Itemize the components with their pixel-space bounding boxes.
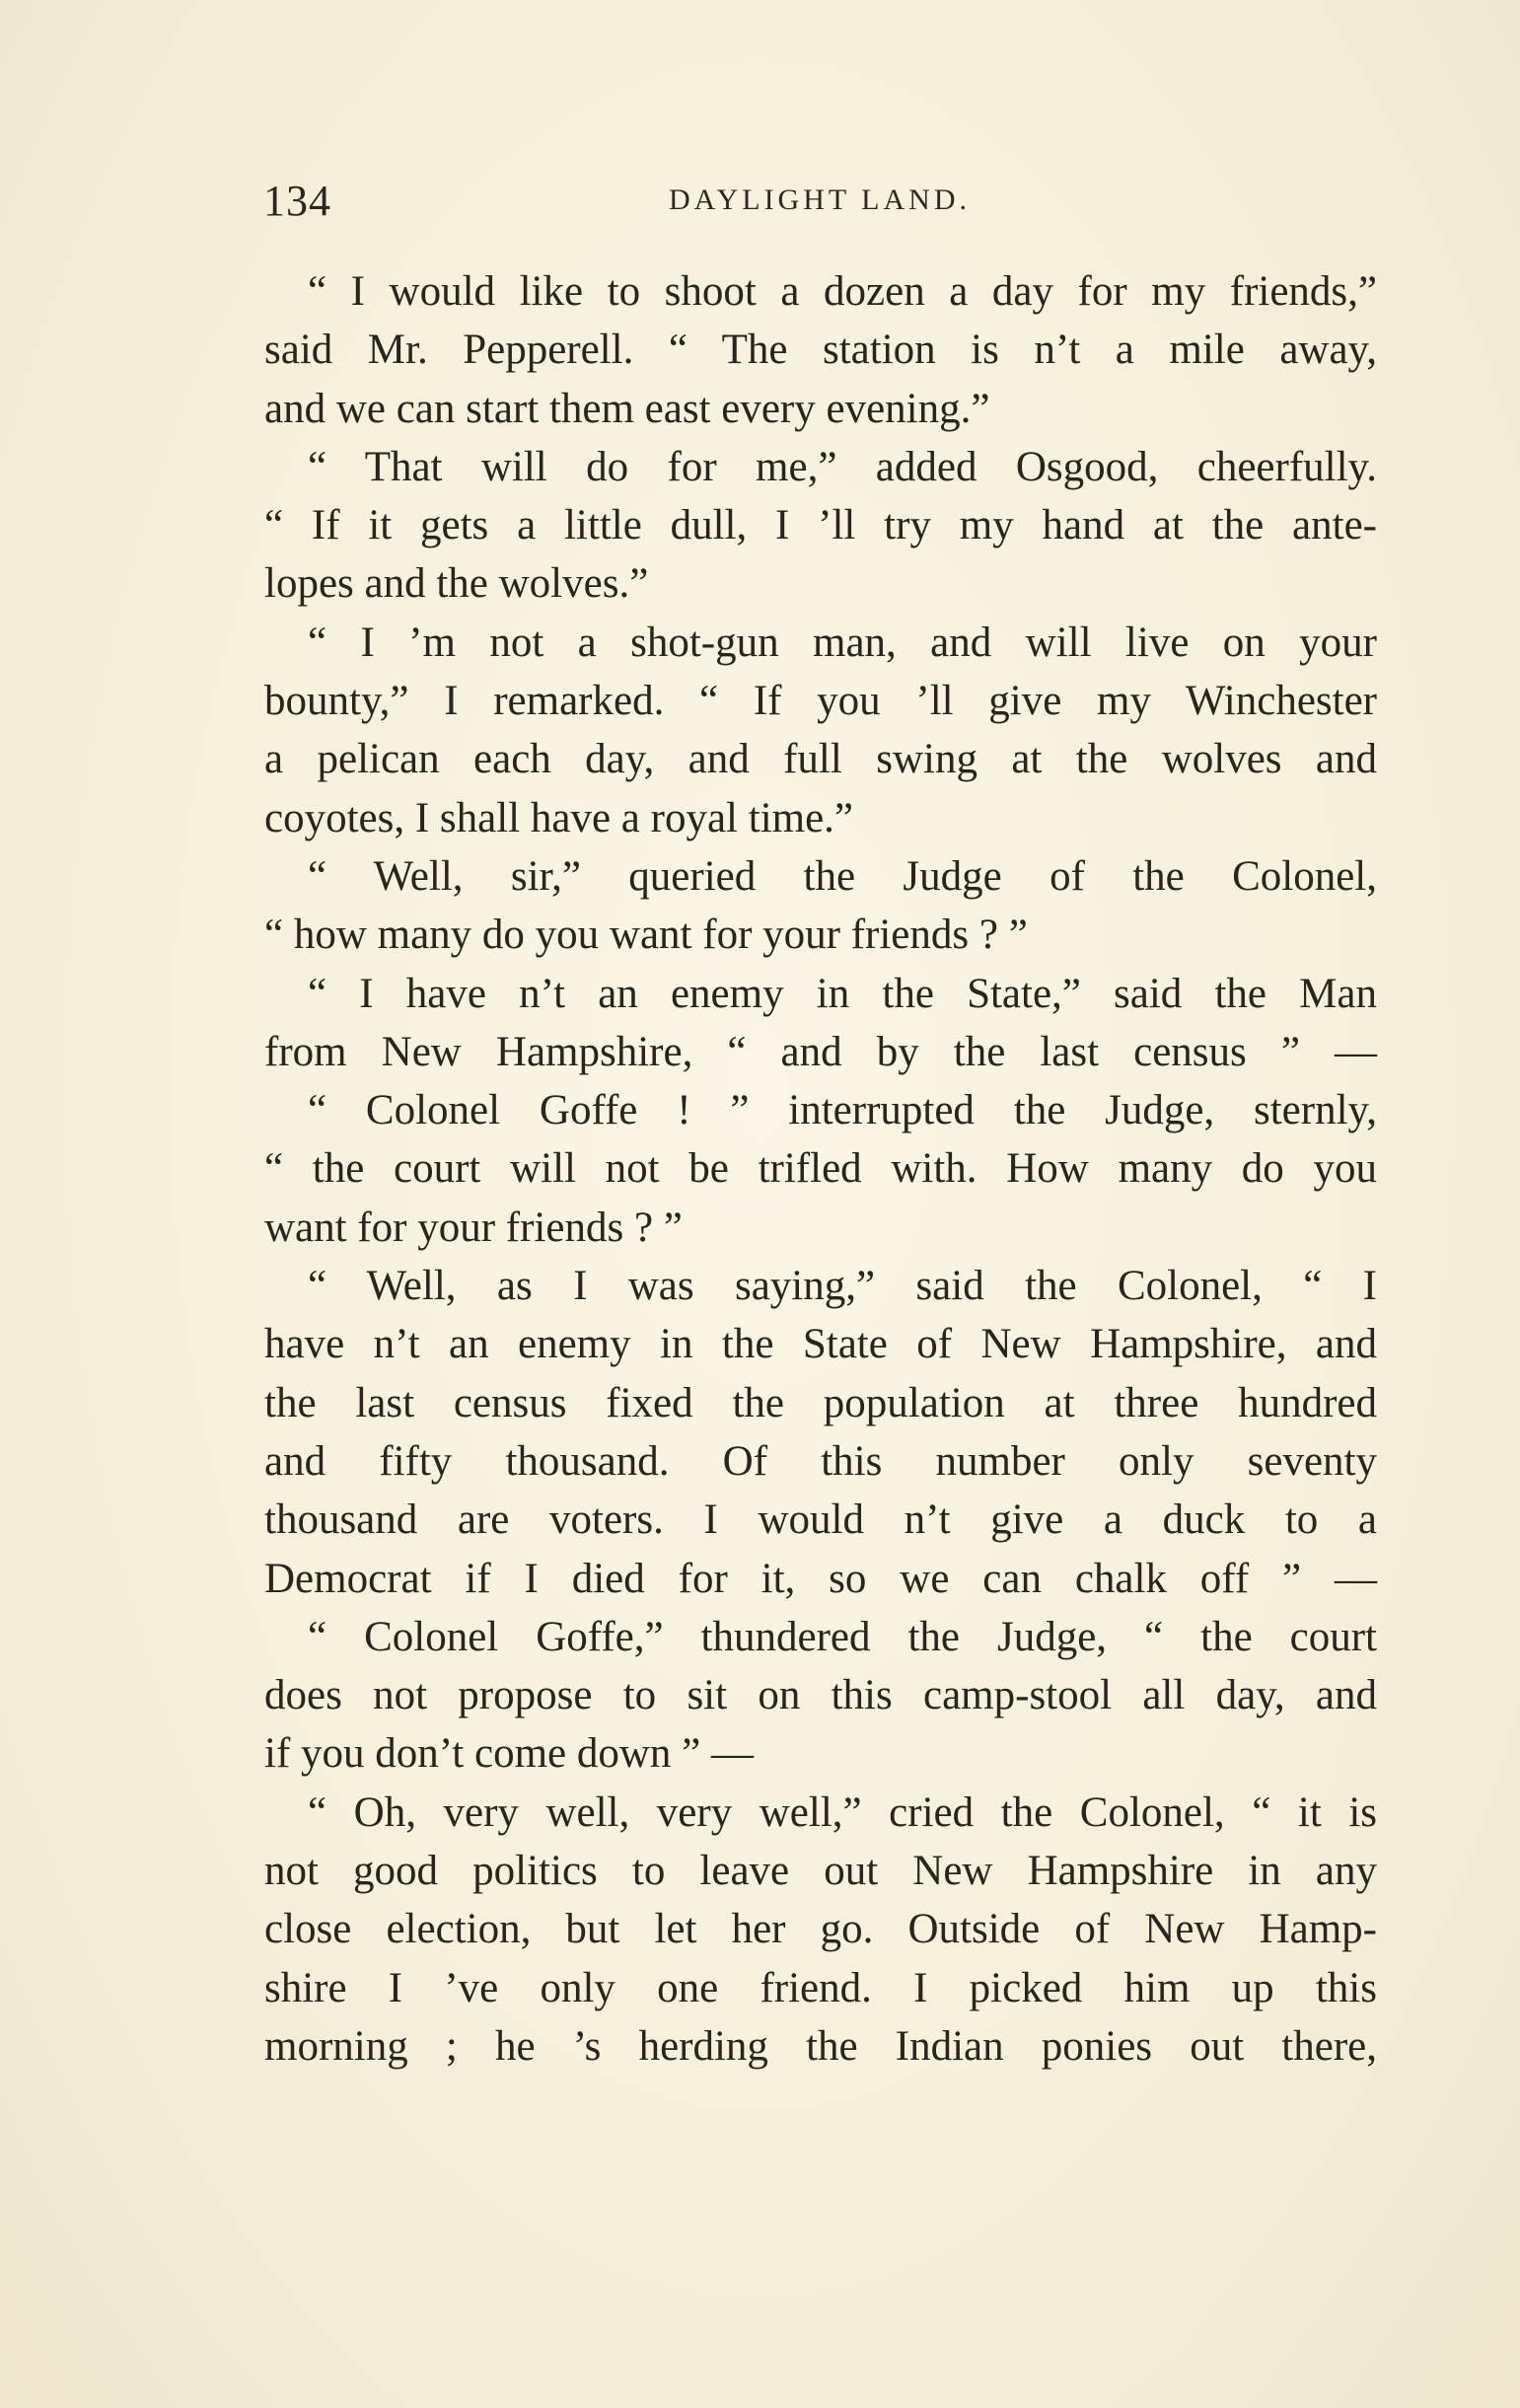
text-line: “ Oh, very well, very well,” cried the Colonel, “ it is	[308, 1788, 1377, 1836]
text-line: from New Hampshire, “ and by the last census ” —	[264, 1028, 1377, 1075]
page-number: 134	[263, 177, 331, 225]
text-line: the last census fixed the population at three hundred	[264, 1379, 1377, 1426]
text-line: lopes and the wolves.”	[264, 560, 649, 608]
text-line: if you don’t come down ” —	[264, 1730, 755, 1778]
text-line: “ I ’m not a shot-gun man, and will live on your	[308, 619, 1377, 666]
text-line: “ If it gets a little dull, I ’ll try my hand at the ante-	[264, 502, 1377, 549]
text-line: “ Colonel Goffe,” thundered the Judge, “ the court	[308, 1613, 1377, 1660]
text-line: close election, but let her go. Outside of New Hamp-	[264, 1906, 1377, 1953]
text-line: “ how many do you want for your friends ? ”	[264, 912, 1028, 959]
text-line: have n’t an enemy in the State of New Hampshire, and	[264, 1321, 1377, 1368]
text-line: coyotes, I shall have a royal time.”	[264, 794, 854, 841]
text-line: Democrat if I died for it, so we can chalk off ” —	[264, 1555, 1377, 1602]
body-text	[264, 262, 1377, 2076]
text-line: thousand are voters. I would n’t give a duck to a	[264, 1496, 1377, 1544]
text-line: said Mr. Pepperell. “ The station is n’t a mile away,	[264, 327, 1377, 374]
text-line: morning ; he ’s herding the Indian ponies out there,	[264, 2022, 1377, 2070]
text-line: “ I would like to shoot a dozen a day for my friends,”	[308, 268, 1377, 315]
text-line: “ I have n’t an enemy in the State,” said the Man	[308, 970, 1377, 1017]
text-line: “ That will do for me,” added Osgood, cheerfully.	[308, 443, 1377, 490]
text-line: and fifty thousand. Of this number only seventy	[264, 1437, 1377, 1485]
text-line: a pelican each day, and full swing at the wolves and	[264, 736, 1377, 783]
text-line: want for your friends ? ”	[264, 1204, 683, 1251]
text-line: bounty,” I remarked. “ If you ’ll give my Winchester	[264, 678, 1377, 725]
text-line: “ Well, sir,” queried the Judge of the Colonel,	[308, 852, 1377, 900]
text-line: not good politics to leave out New Hampshire in any	[264, 1848, 1377, 1895]
page-header	[263, 176, 1376, 245]
text-line: does not propose to sit on this camp-stool all day, and	[264, 1672, 1377, 1719]
text-line: and we can start them east every evening.”	[264, 385, 990, 432]
running-title: DAYLIGHT LAND.	[669, 183, 971, 216]
text-line: shire I ’ve only one friend. I picked him up this	[264, 1964, 1377, 2011]
text-line: “ Well, as I was saying,” said the Colonel, “ I	[308, 1263, 1377, 1310]
text-line: “ Colonel Goffe ! ” interrupted the Judge, sternly,	[308, 1087, 1377, 1134]
text-line: “ the court will not be trifled with. How many do you	[264, 1145, 1377, 1193]
